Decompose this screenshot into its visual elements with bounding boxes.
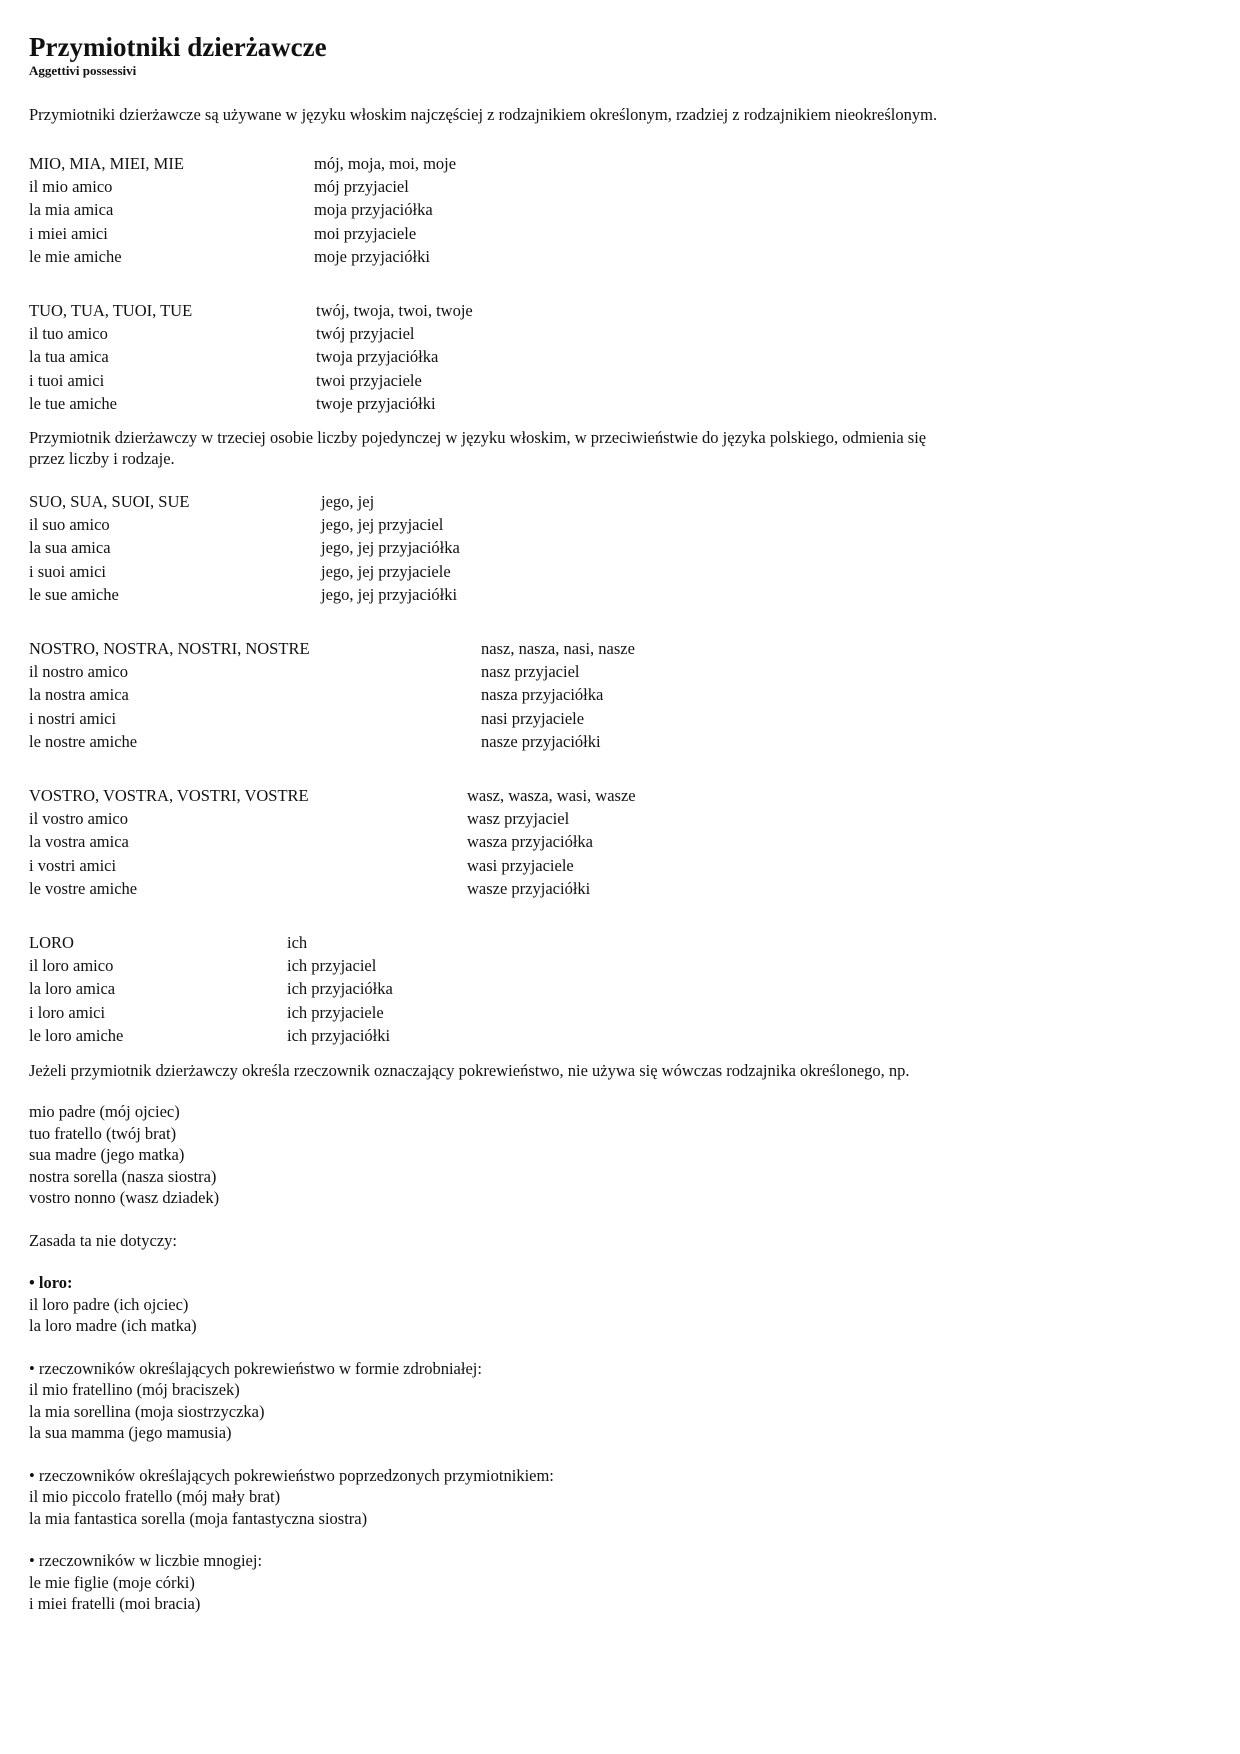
kinship-examples — [29, 1101, 1209, 1209]
list-item: il mio fratellino (mój braciszek) — [29, 1380, 240, 1400]
table-row: il nostro amico nasz przyjaciel — [29, 662, 580, 681]
exception-head: • rzeczowników określających pokrewieństwo poprzedzonych przymiotnikiem: — [29, 1465, 554, 1485]
table-row: il tuo amico twój przyjaciel — [29, 323, 415, 343]
table-row: VOSTRO, VOSTRA, VOSTRI, VOSTRE wasz, wasza, wasi, wasze — [29, 785, 636, 805]
table-row: SUO, SUA, SUOI, SUE jego, jej — [29, 491, 375, 511]
table-row: le vostre amiche wasze przyjaciółki — [29, 879, 591, 899]
list-item: vostro nonno (wasz dziadek) — [29, 1188, 220, 1208]
table-row: TUO, TUA, TUOI, TUE twój, twoja, twoi, twoje — [29, 300, 473, 320]
table-row: la nostra amica nasza przyjaciółka — [29, 685, 604, 705]
group-suo — [29, 490, 1209, 607]
exception-plural — [29, 1550, 1209, 1615]
list-item: le mie figlie (moje córki) — [29, 1572, 195, 1592]
kinship-note: Jeżeli przymiotnik dzierżawczy określa rzeczownik oznaczający pokrewieństwo, nie używa się wówczas rodzajnika określonego, np. — [29, 1060, 910, 1080]
table-row: il suo amico jego, jej przyjaciel — [29, 514, 444, 534]
exception-head: • loro: — [29, 1273, 73, 1293]
page-title: Przymiotniki dzierżawcze — [29, 32, 327, 62]
table-row: la tua amica twoja przyjaciółka — [29, 347, 439, 367]
group-loro — [29, 931, 1209, 1048]
table-row: LORO ich — [29, 932, 308, 952]
table-row: MIO, MIA, MIEI, MIE mój, moja, moi, moje — [29, 153, 457, 173]
exception-head: • rzeczowników w liczbie mnogiej: — [29, 1551, 263, 1571]
table-row: la sua amica jego, jej przyjaciółka — [29, 538, 460, 558]
exception-loro — [29, 1272, 1209, 1337]
table-row: il mio amico mój przyjaciel — [29, 176, 409, 196]
list-item: il mio piccolo fratello (mój mały brat) — [29, 1487, 281, 1507]
page-subtitle: Aggettivi possessivi — [29, 63, 137, 78]
list-item: la mia fantastica sorella (moja fantastyczna siostra) — [29, 1508, 368, 1528]
table-row: la loro amica ich przyjaciółka — [29, 979, 393, 999]
table-row: il loro amico ich przyjaciel — [29, 956, 377, 976]
list-item: la sua mamma (jego mamusia) — [29, 1423, 232, 1443]
table-row: le mie amiche moje przyjaciółki — [29, 247, 430, 267]
table-row: i loro amici ich przyjaciele — [29, 1002, 384, 1022]
table-row: il vostro amico wasz przyjaciel — [29, 809, 570, 829]
list-item: nostra sorella (nasza siostra) — [29, 1166, 217, 1186]
table-row: la mia amica moja przyjaciółka — [29, 200, 433, 220]
list-item: la loro madre (ich matka) — [29, 1316, 197, 1336]
group-nostro — [29, 637, 1209, 754]
group-vostro — [29, 784, 1209, 901]
table-row: i nostri amici nasi przyjaciele — [29, 708, 585, 728]
list-item: sua madre (jego matka) — [29, 1145, 185, 1165]
intro-paragraph: Przymiotniki dzierżawcze są używane w języku włoskim najczęściej z rodzajnikiem określonym, rzadziej z rodzajnikiem nieokreślonym. — [29, 105, 938, 124]
table-row: la vostra amica wasza przyjaciółka — [29, 832, 593, 852]
list-item: mio padre (mój ojciec) — [29, 1102, 180, 1122]
exception-head: • rzeczowników określających pokrewieństwo w formie zdrobniałej: — [29, 1358, 482, 1378]
table-row: i tuoi amici twoi przyjaciele — [29, 370, 422, 390]
list-item: il loro padre (ich ojciec) — [29, 1294, 189, 1314]
list-item: tuo fratello (twój brat) — [29, 1123, 177, 1143]
table-row: i suoi amici jego, jej przyjaciele — [29, 561, 451, 581]
table-row: le tue amiche twoje przyjaciółki — [29, 394, 436, 414]
document-page — [29, 30, 1209, 1615]
group-mio — [29, 152, 1209, 269]
exceptions-intro: Zasada ta nie dotyczy: — [29, 1230, 177, 1250]
exception-diminutive — [29, 1358, 1209, 1444]
list-item: la mia sorellina (moja siostrzyczka) — [29, 1401, 265, 1421]
table-row: le sue amiche jego, jej przyjaciółki — [29, 585, 458, 605]
table-row: le loro amiche ich przyjaciółki — [29, 1026, 391, 1046]
table-row: le nostre amiche nasze przyjaciółki — [29, 732, 601, 752]
list-item: i miei fratelli (moi bracia) — [29, 1594, 201, 1614]
table-row: i vostri amici wasi przyjaciele — [29, 855, 574, 875]
table-row: i miei amici moi przyjaciele — [29, 223, 417, 243]
exception-adjective — [29, 1465, 1209, 1530]
third-person-note: Przymiotnik dzierżawczy w trzeciej osobie liczby pojedynczej w języku włoskim, w przeciwieństwie do języka polskiego, odmienia się przez liczby i rodzaje. — [29, 427, 927, 469]
group-tuo — [29, 299, 1209, 416]
table-row: NOSTRO, NOSTRA, NOSTRI, NOSTRE nasz, nasza, nasi, nasze — [29, 638, 635, 658]
